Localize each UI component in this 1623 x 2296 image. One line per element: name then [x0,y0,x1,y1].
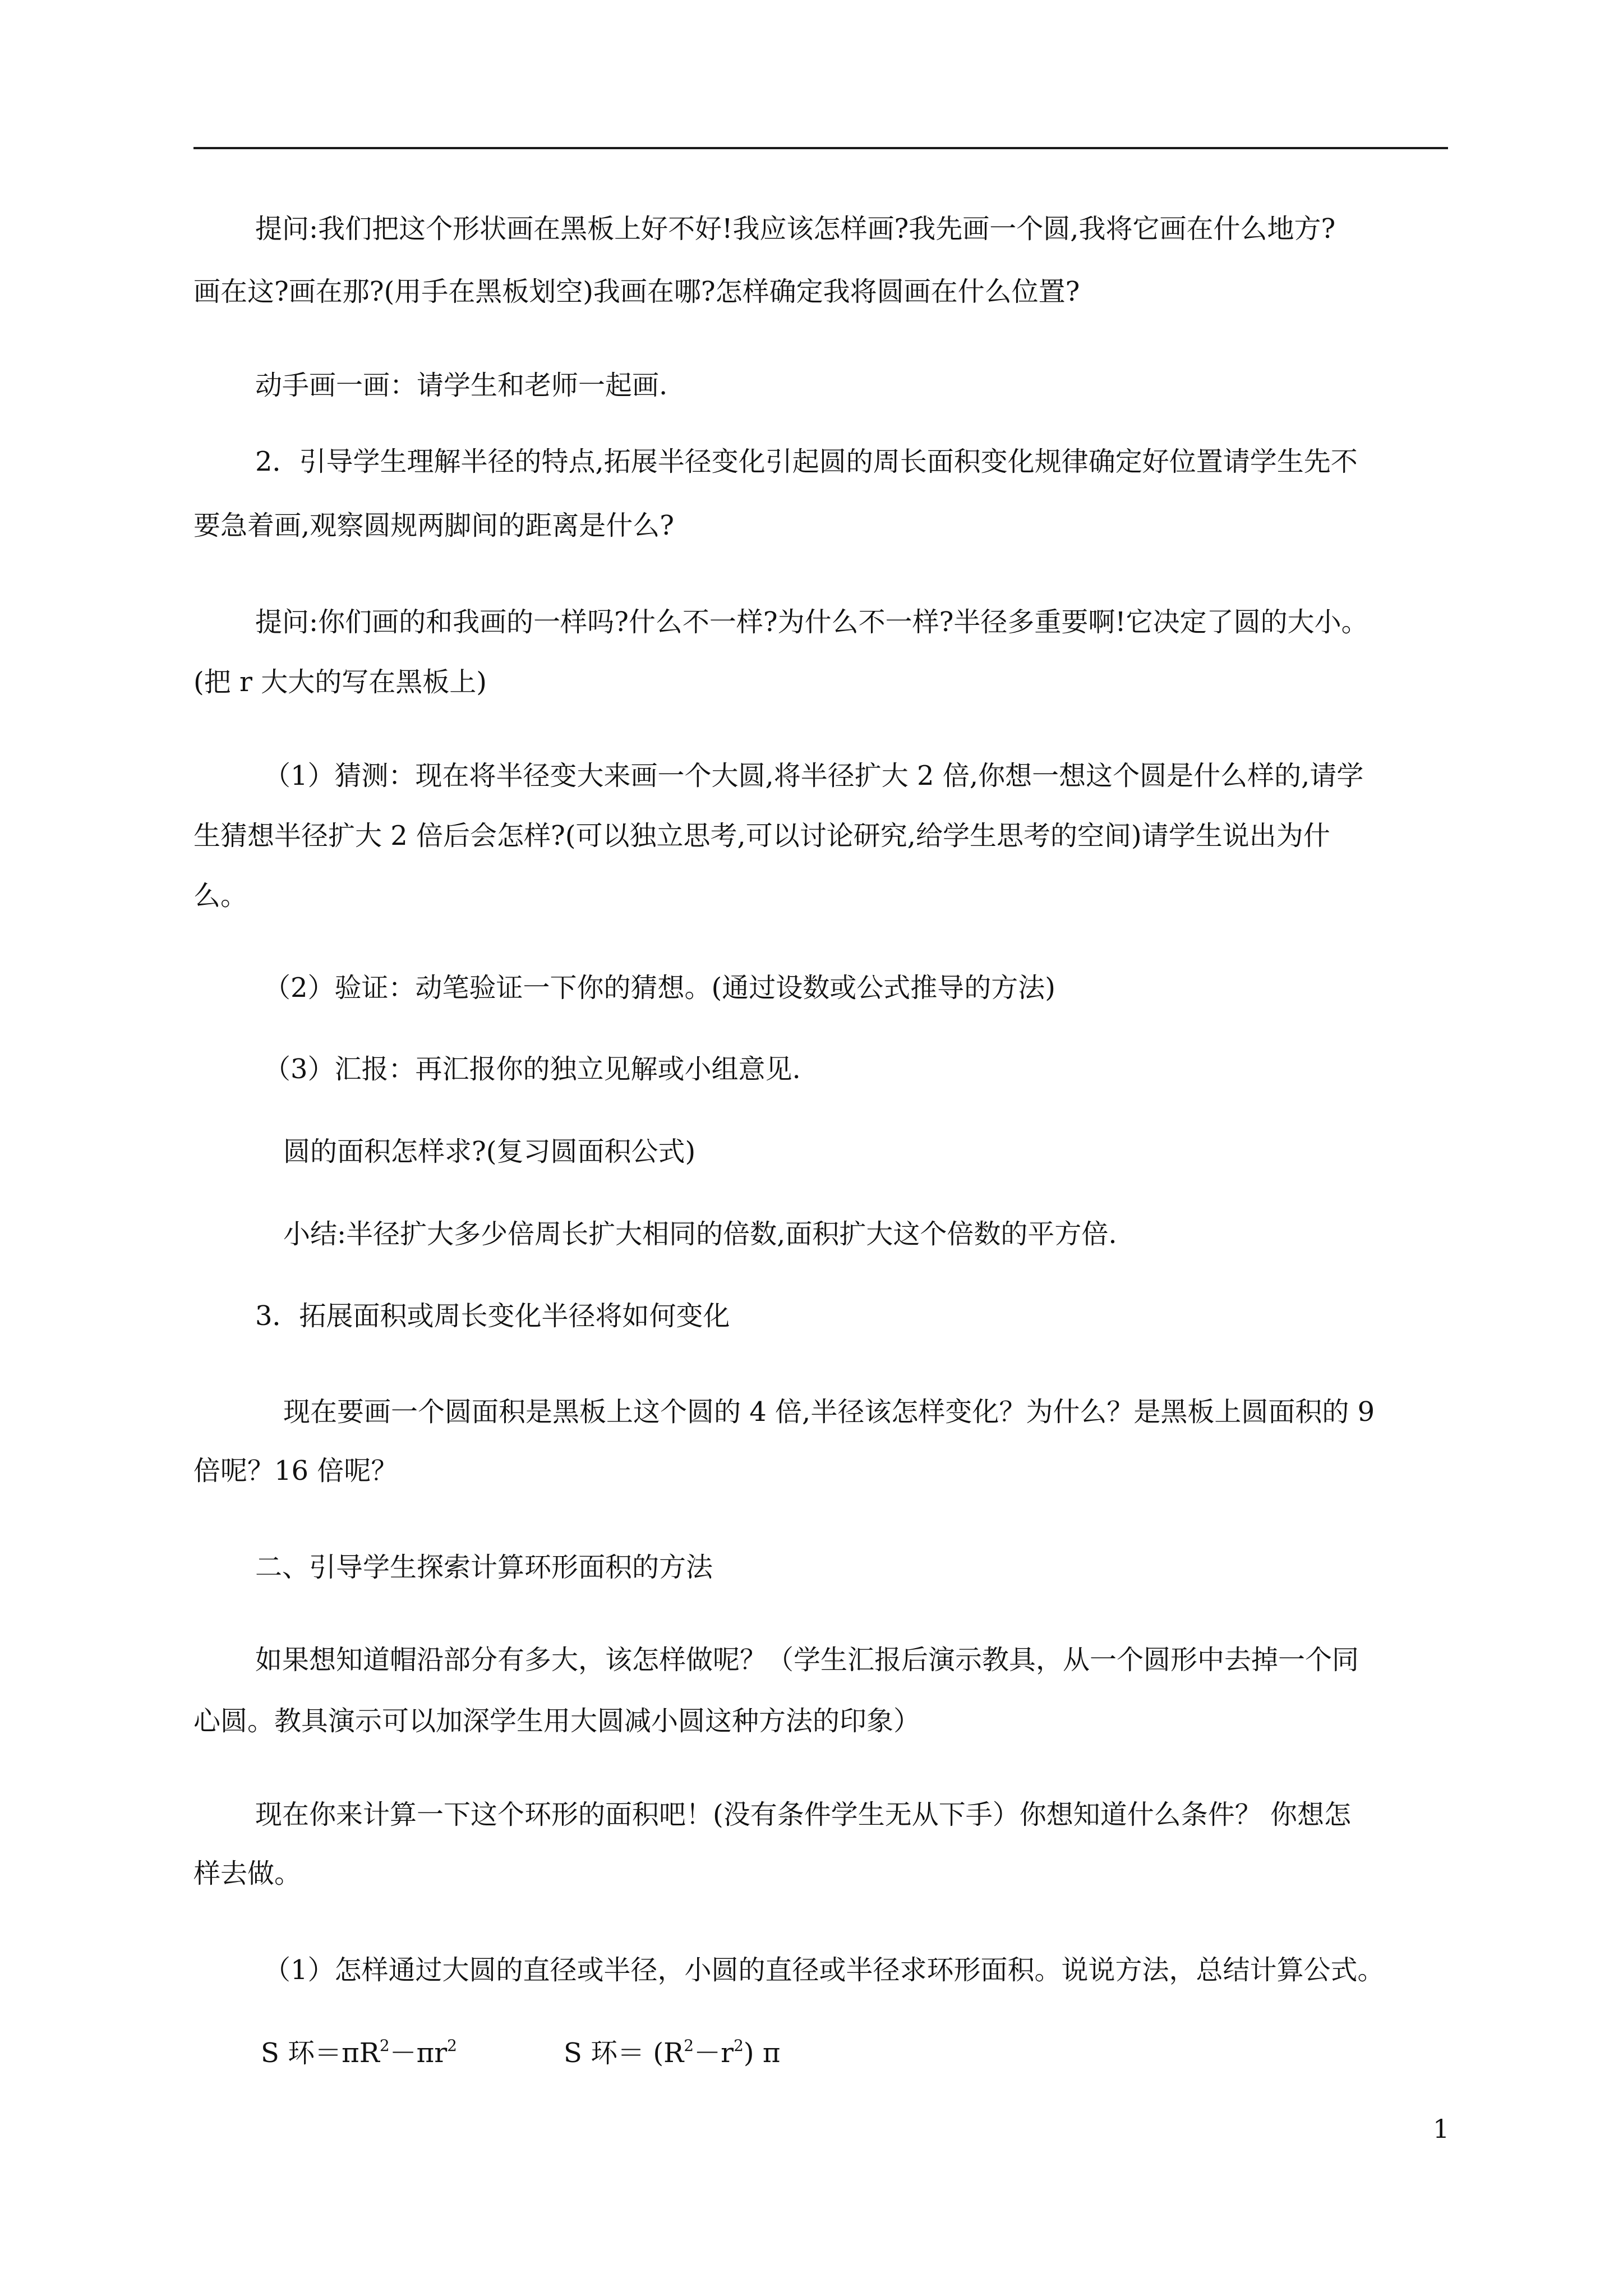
paragraph-line: 小结:半径扩大多少倍周长扩大相同的倍数,面积扩大这个倍数的平方倍. [283,1218,1117,1250]
paragraph-line: （1）猜测：现在将半径变大来画一个大圆,将半径扩大 2 倍,你想一想这个圆是什么样的,请学 [264,760,1364,792]
paragraph-line: 2．引导学生理解半径的特点,拓展半径变化引起圆的周长面积变化规律确定好位置请学生先不 [255,446,1358,477]
paragraph-line: 二、引导学生探索计算环形面积的方法 [255,1552,713,1583]
paragraph-line: （2）验证：动笔验证一下你的猜想。(通过设数或公式推导的方法) [264,972,1055,1004]
paragraph-line: 动手画一画：请学生和老师一起画. [255,370,668,401]
paragraph-line: 生猜想半径扩大 2 倍后会怎样?(可以独立思考,可以讨论研究,给学生思考的空间)请学生说出为什 [193,820,1330,852]
paragraph-line: 么。 [193,880,248,912]
paragraph-line: 提问:你们画的和我画的一样吗?什么不一样?为什么不一样?半径多重要啊!它决定了圆的大小。 [255,606,1368,638]
header-rule [193,147,1448,149]
paragraph-line: 现在要画一个圆面积是黑板上这个圆的 4 倍,半径该怎样变化？为什么？是黑板上圆面积的 9 [283,1396,1375,1428]
paragraph-line: 样去做。 [193,1858,302,1889]
ring-area-formula-2: S 环＝ $(R^2-r^2)$ π [564,2036,781,2069]
paragraph-line: 3．拓展面积或周长变化半径将如何变化 [255,1300,730,1332]
paragraph-line: (把 r 大大的写在黑板上) [193,666,487,698]
paragraph-line: 要急着画,观察圆规两脚间的距离是什么? [193,510,674,541]
paragraph-line: 圆的面积怎样求?(复习圆面积公式) [283,1136,696,1167]
paragraph-line: 提问:我们把这个形状画在黑板上好不好!我应该怎样画?我先画一个圆,我将它画在什么地方? [255,213,1336,245]
paragraph-line: 心圆。教具演示可以加深学生用大圆减小圆这种方法的印象） [193,1705,921,1737]
paragraph-line: （3）汇报：再汇报你的独立见解或小组意见. [264,1053,801,1085]
paragraph-line: 画在这?画在那?(用手在黑板划空)我画在哪?怎样确定我将圆画在什么位置? [193,276,1080,307]
paragraph-line: 现在你来计算一下这个环形的面积吧！(没有条件学生无从下手）你想知道什么条件？ 你想怎 [255,1799,1351,1830]
paragraph-line: 如果想知道帽沿部分有多大，该怎样做呢？（学生汇报后演示教具，从一个圆形中去掉一个同 [255,1644,1359,1676]
paragraph-line: （1）怎样通过大圆的直径或半径，小圆的直径或半径求环形面积。说说方法，总结计算公式。 [264,1954,1385,1986]
page-number: 1 [1433,2114,1450,2144]
paragraph-line: 倍呢？16 倍呢？ [193,1455,398,1487]
ring-area-formula-1: S 环$=\pi R^2-\pi r^2$ [261,2036,457,2069]
